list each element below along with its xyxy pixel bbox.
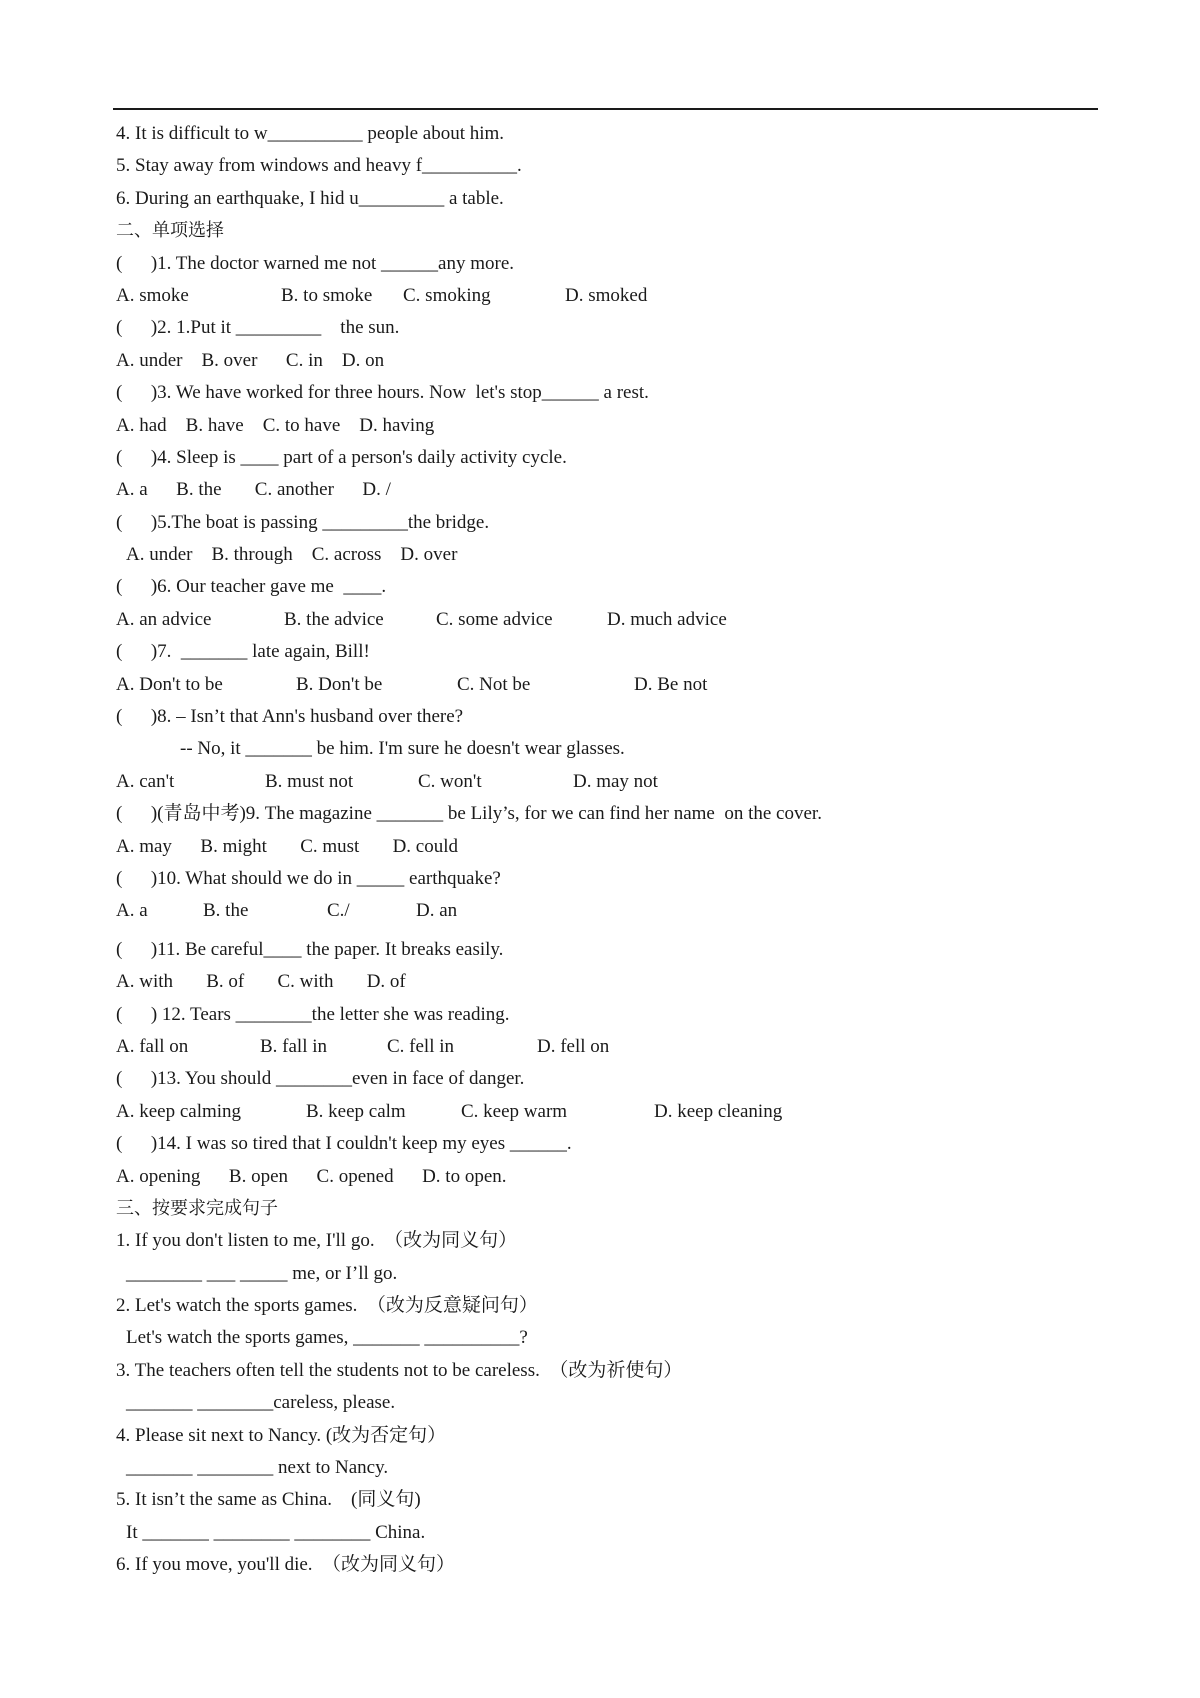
question-8-stem: ( )8. – Isn’t that Ann's husband over there? [116,706,464,728]
option-c: C. fell in [387,1035,455,1057]
question-8-stem-reply: -- No, it _______ be him. I'm sure he doesn't wear glasses. [180,738,625,760]
rewrite-item-4: 4. Please sit next to Nancy. (改为否定句） [116,1424,447,1446]
option-d: D. fell on [537,1035,610,1057]
question-14-stem: ( )14. I was so tired that I couldn't keep my eyes ______. [116,1133,572,1155]
section-heading-sentence-completion: 三、按要求完成句子 [116,1197,278,1219]
rewrite-item-1-answer: ________ ___ _____ me, or I’ll go. [126,1262,398,1284]
question-2-options: A. under B. over C. in D. on [116,349,385,371]
worksheet-content [116,118,1116,1582]
option-a: A. smoke [116,284,189,306]
option-a: A. Don't to be [116,673,223,695]
question-13-options [116,1096,1116,1128]
option-b: B. keep calm [306,1100,406,1122]
option-b: B. to smoke [281,284,373,306]
question-5-options: A. under B. through C. across D. over [126,544,458,566]
option-a: A. fall on [116,1035,189,1057]
rewrite-item-1: 1. If you don't listen to me, I'll go. （改为同义句） [116,1230,518,1252]
question-6-options [116,604,1116,636]
question-1-options [116,280,1116,312]
option-d: D. Be not [634,673,708,695]
question-8-options [116,766,1116,798]
option-a: A. keep calming [116,1100,242,1122]
question-12-stem: ( ) 12. Tears ________the letter she was reading. [116,1003,510,1025]
option-b: B. the advice [284,608,384,630]
option-d: D. an [416,900,458,922]
header-rule [113,108,1098,110]
question-4-stem: ( )4. Sleep is ____ part of a person's daily activity cycle. [116,446,567,468]
rewrite-item-3: 3. The teachers often tell the students not to be careless. （改为祈使句） [116,1359,683,1381]
option-c: C. won't [418,770,482,792]
rewrite-item-2-answer: Let's watch the sports games, _______ __________? [126,1327,528,1349]
question-1-stem: ( )1. The doctor warned me not ______any more. [116,252,515,274]
rewrite-item-4-answer: _______ ________ next to Nancy. [126,1457,389,1479]
question-2-stem: ( )2. 1.Put it _________ the sun. [116,317,400,339]
fill-in-item-6: 6. During an earthquake, I hid u_________ a table. [116,187,504,209]
question-9-options: A. may B. might C. must D. could [116,835,458,857]
question-10-stem: ( )10. What should we do in _____ earthquake? [116,867,501,889]
question-7-stem: ( )7. _______ late again, Bill! [116,641,370,663]
rewrite-item-2: 2. Let's watch the sports games. （改为反意疑问句） [116,1295,538,1317]
question-10-options [116,895,1116,927]
rewrite-item-3-answer: _______ ________careless, please. [126,1392,396,1414]
question-3-options: A. had B. have C. to have D. having [116,414,435,436]
option-d: D. much advice [607,608,727,630]
fill-in-item-5: 5. Stay away from windows and heavy f__________. [116,155,522,177]
option-b: B. Don't be [296,673,383,695]
rewrite-item-5-answer: It _______ ________ ________ China. [126,1521,426,1543]
option-a: A. can't [116,770,175,792]
option-b: B. the [203,900,249,922]
question-5-stem: ( )5.The boat is passing _________the bridge. [116,511,490,533]
option-b: B. must not [265,770,354,792]
option-a: A. an advice [116,608,212,630]
question-7-options [116,669,1116,701]
rewrite-item-6: 6. If you move, you'll die. （改为同义句） [116,1554,456,1576]
option-c: C./ [327,900,350,922]
question-9-stem: ( )(青岛中考)9. The magazine _______ be Lily’s, for we can find her name on the cover. [116,803,822,825]
question-14-options: A. opening B. open C. opened D. to open. [116,1165,507,1187]
option-a: A. a [116,900,148,922]
question-4-options: A. a B. the C. another D. / [116,479,391,501]
question-11-stem: ( )11. Be careful____ the paper. It breaks easily. [116,938,504,960]
option-d: D. may not [573,770,658,792]
question-6-stem: ( )6. Our teacher gave me ____. [116,576,387,598]
section-heading-multiple-choice: 二、单项选择 [116,220,224,242]
option-c: C. keep warm [461,1100,568,1122]
option-d: D. keep cleaning [654,1100,783,1122]
option-c: C. Not be [457,673,531,695]
question-13-stem: ( )13. You should ________even in face of danger. [116,1068,525,1090]
option-b: B. fall in [260,1035,328,1057]
option-d: D. smoked [565,284,648,306]
option-c: C. smoking [403,284,491,306]
rewrite-item-5: 5. It isn’t the same as China. (同义句) [116,1489,421,1511]
question-11-options: A. with B. of C. with D. of [116,971,406,993]
question-3-stem: ( )3. We have worked for three hours. Now let's stop______ a rest. [116,382,649,404]
fill-in-item-4: 4. It is difficult to w__________ people about him. [116,123,505,144]
option-c: C. some advice [436,608,553,630]
question-12-options [116,1031,1116,1063]
